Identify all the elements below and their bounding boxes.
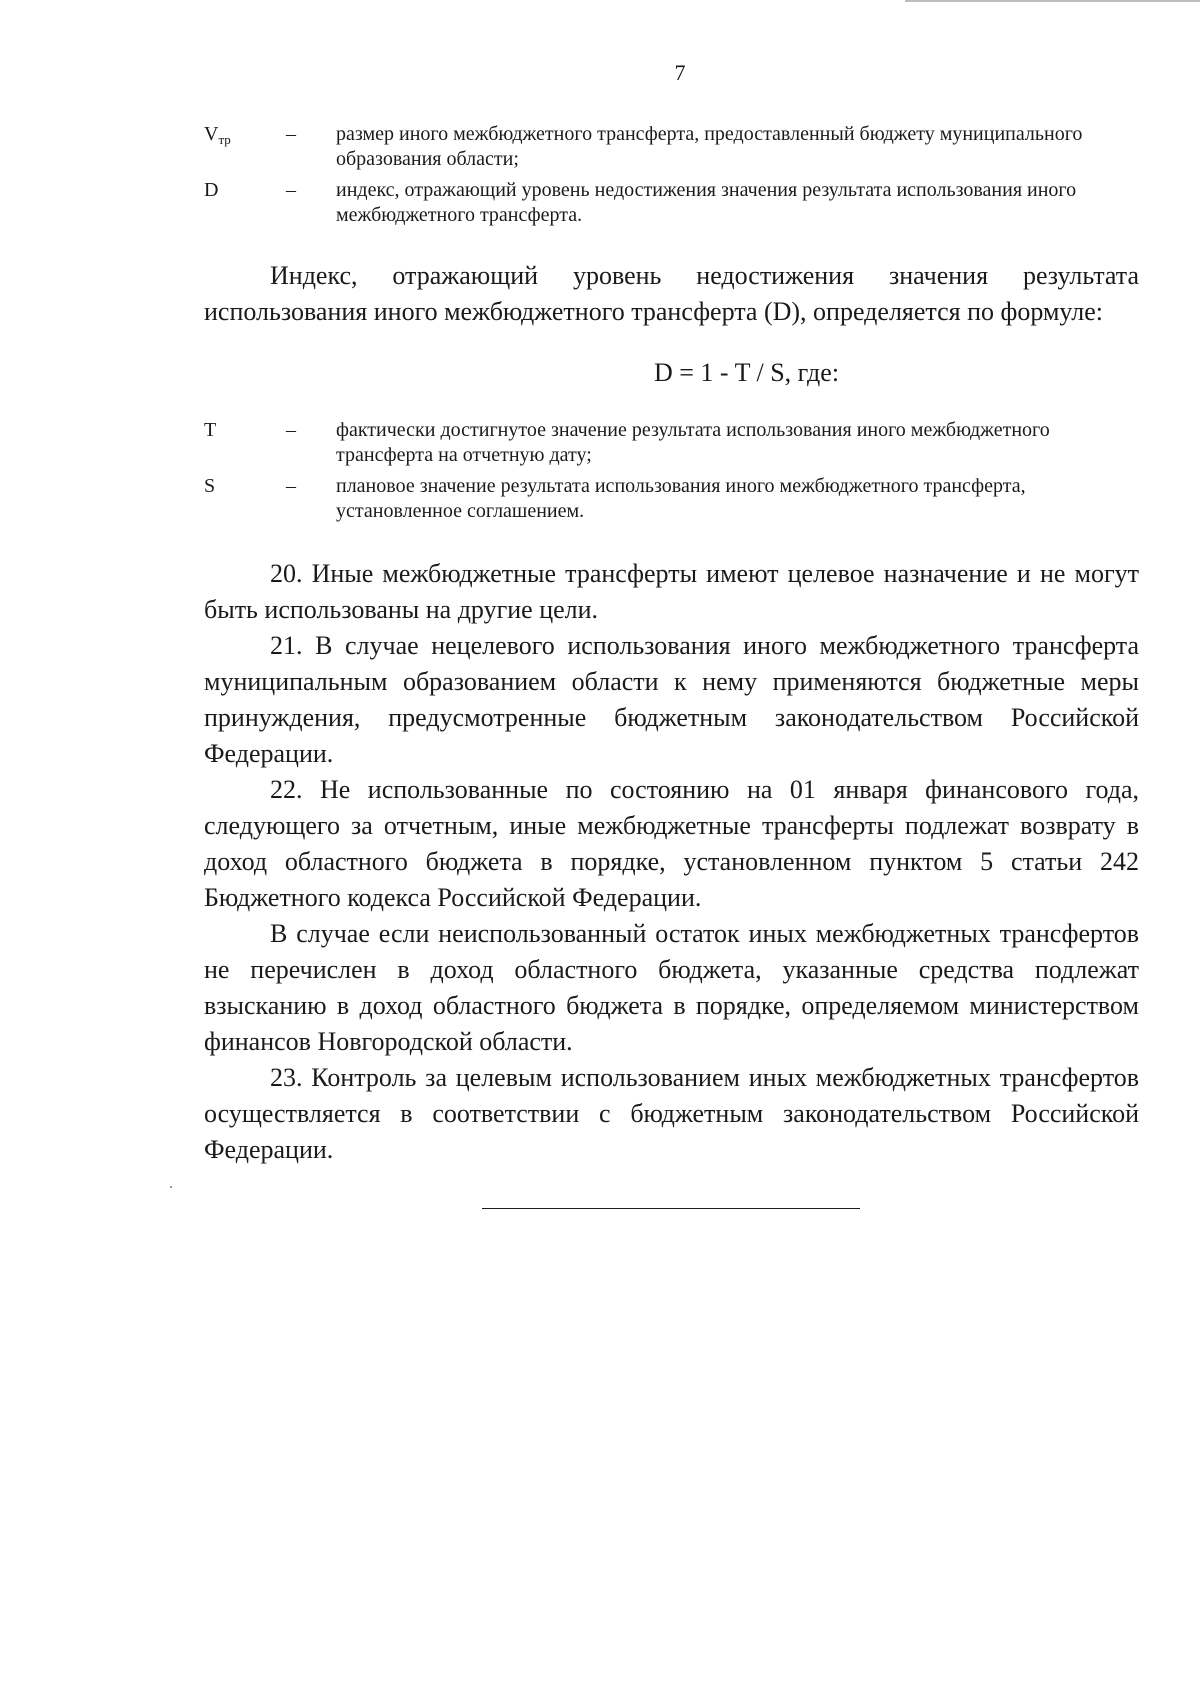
paragraph-22-continued: В случае если неиспользованный остаток иных межбюджетных трансфертов не перечислен в доход областного бюджета, указанные средства подлежат взысканию в доход областного бюджета в порядке, определяемом министерством финансов Новгородской области. bbox=[204, 919, 1139, 1056]
definition-text: размер иного межбюджетного трансферта, предоставленный бюджету муниципального образования области; bbox=[336, 123, 1083, 170]
definition-subscript: тр bbox=[218, 132, 231, 147]
definition-text: фактически достигнутое значение результата использования иного межбюджетного трансферта на отчетную дату; bbox=[336, 419, 1050, 466]
definition-dash: – bbox=[286, 419, 296, 441]
paragraph-23: 23. Контроль за целевым использованием иных межбюджетных трансфертов осуществляется в соответствии с бюджетным законодательством Российской Федерации. bbox=[204, 1063, 1139, 1164]
paragraph-22: 22. Не использованные по состоянию на 01 января финансового года, следующего за отчетным, иные межбюджетные трансферты подлежат возврату в доход областного бюджета в порядке, установленном пунктом 5 статьи 242 Бюджетного кодекса Российской Федерации. bbox=[204, 775, 1139, 912]
definition-symbol: $V_{тр}$ bbox=[204, 123, 231, 147]
paragraph-21: 21. В случае нецелевого использования иного межбюджетного трансферта муниципальным образованием области к нему применяются бюджетные меры принуждения, предусмотренные бюджетным законодательством Российской Федерации. bbox=[204, 631, 1139, 768]
paragraph-20: 20. Иные межбюджетные трансферты имеют целевое назначение и не могут быть использованы на другие цели. bbox=[204, 559, 1139, 624]
closing-divider bbox=[482, 1208, 860, 1209]
scan-speck bbox=[170, 1186, 172, 1188]
top-edge-line bbox=[905, 0, 1200, 2]
definition-row bbox=[204, 122, 1139, 172]
definition-row bbox=[204, 474, 1139, 524]
index-paragraph: Индекс, отражающий уровень недостижения значения результата использования иного межбюджетного трансферта (D), определяется по формуле: bbox=[204, 261, 1139, 326]
definition-dash: – bbox=[286, 123, 296, 145]
definition-symbol: T bbox=[204, 419, 217, 441]
page-content bbox=[204, 122, 1139, 1209]
formula: D = 1 - T / S, где: bbox=[653, 358, 840, 387]
definition-dash: – bbox=[286, 475, 296, 497]
definition-dash: – bbox=[286, 179, 296, 201]
definition-text: индекс, отражающий уровень недостижения значения результата использования иного межбюджетного трансферта. bbox=[336, 179, 1077, 226]
definition-row bbox=[204, 178, 1139, 228]
definition-symbol: S bbox=[204, 475, 216, 497]
definition-text: плановое значение результата использования иного межбюджетного трансферта, установленное соглашением. bbox=[336, 475, 1026, 522]
definition-symbol: D bbox=[204, 179, 219, 201]
formula-definitions bbox=[204, 418, 1139, 524]
page-number: 7 bbox=[674, 60, 686, 85]
variable-definitions bbox=[204, 122, 1139, 228]
definition-row bbox=[204, 418, 1139, 468]
